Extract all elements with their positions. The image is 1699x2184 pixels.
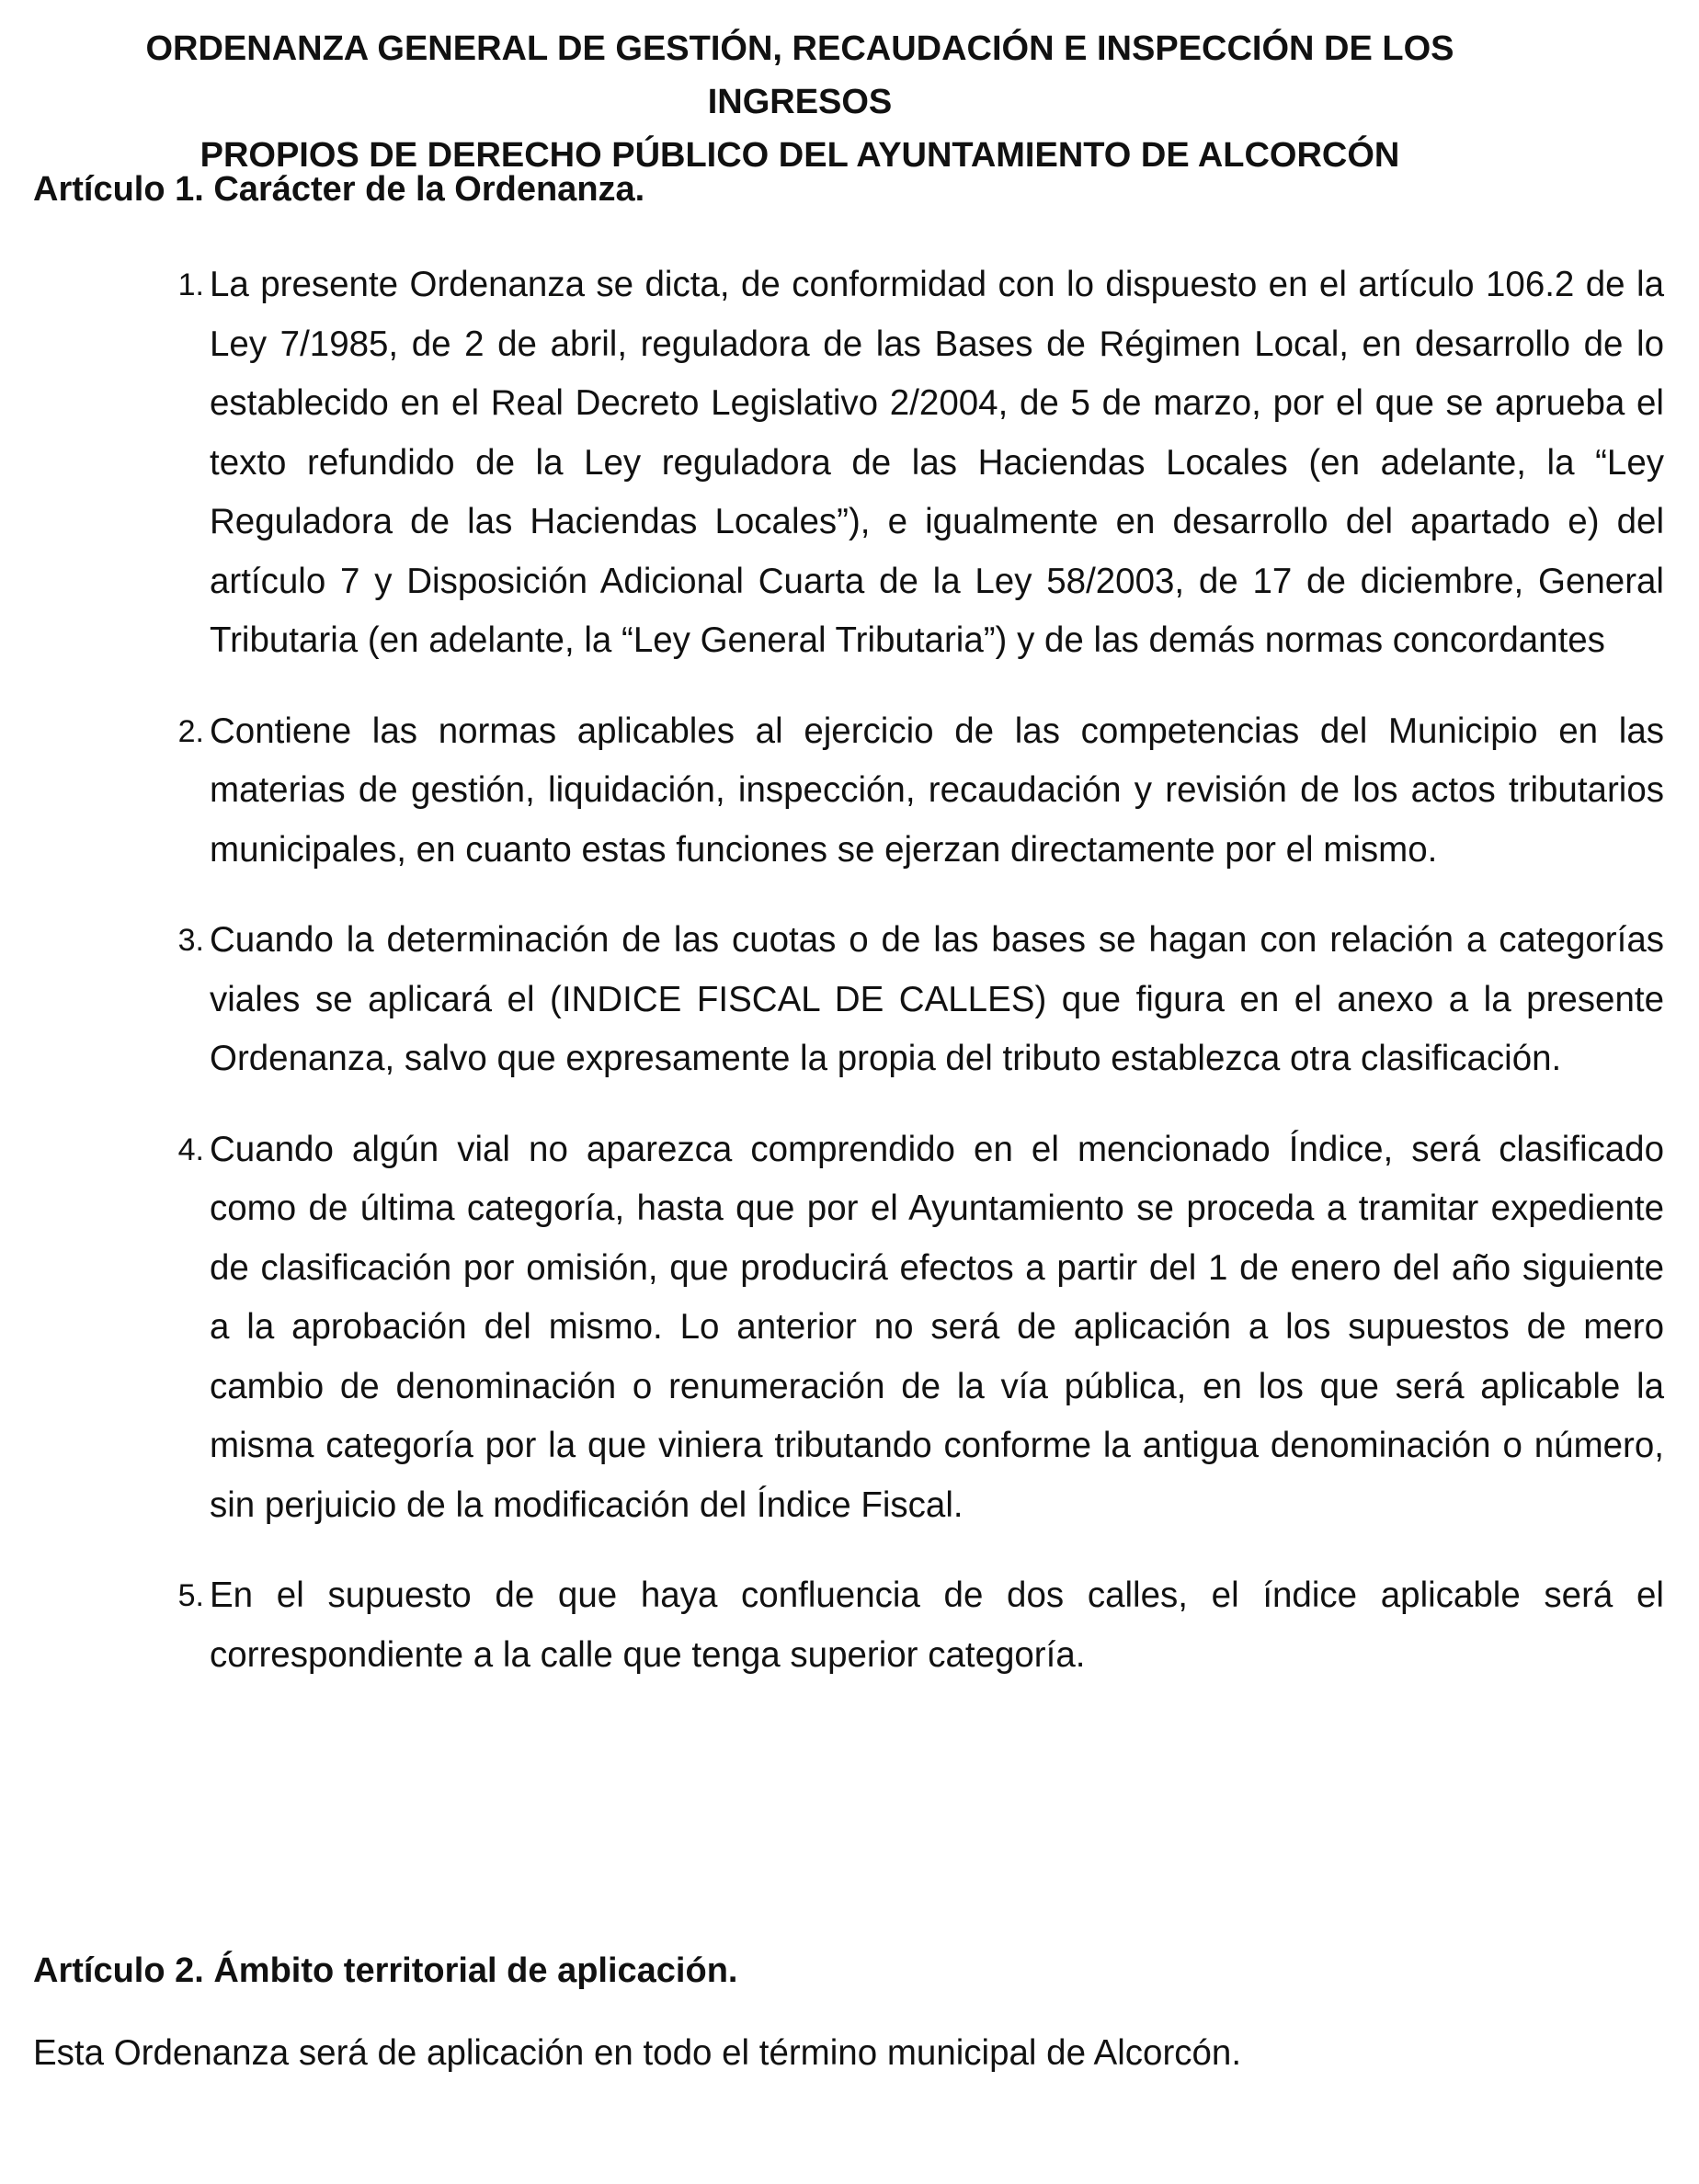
clause-item	[177, 1566, 1664, 1685]
clause-item	[177, 1120, 1664, 1536]
document-title-line-2: PROPIOS DE DERECHO PÚBLICO DEL AYUNTAMIENTO DE ALCORCÓN	[200, 136, 1400, 175]
clause-number: 3.	[177, 923, 204, 958]
article-2-heading: Artículo 2. Ámbito territorial de aplicación.	[33, 1951, 738, 1990]
clause-item	[177, 702, 1664, 881]
clause-item	[177, 256, 1664, 671]
clause-number: 4.	[177, 1132, 204, 1167]
clause-text: Contiene las normas aplicables al ejercicio de las competencias del Municipio en las materias de gestión, liquidación, inspección, recaudación y revisión de los actos tributarios municipales, en cuanto estas funciones se ejerzan directamente por el mismo.	[210, 711, 1664, 870]
document-title-line-1: ORDENANZA GENERAL DE GESTIÓN, RECAUDACIÓN E INSPECCIÓN DE LOS INGRESOS	[145, 29, 1454, 121]
clause-item	[177, 911, 1664, 1089]
article-2-body: Esta Ordenanza será de aplicación en todo el término municipal de Alcorcón.	[33, 2033, 1242, 2073]
clause-number: 2.	[177, 713, 204, 749]
article-1-clause-list	[177, 256, 1664, 1716]
article-1-heading: Artículo 1. Carácter de la Ordenanza.	[33, 170, 645, 209]
clause-text: La presente Ordenanza se dicta, de conformidad con lo dispuesto en el artículo 106.2 de la Ley 7/1985, de 2 de abril, reguladora de las Bases de Régimen Local, en desarrollo de lo establecido en el Real Decreto Legislativo 2/2004, de 5 de marzo, por el que se aprueba el texto refundido de la Ley reguladora de las Haciendas Locales (en adelante, la “Ley Reguladora de las Haciendas Locales”), e igualmente en desarrollo del apartado e) del artículo 7 y Disposición Adicional Cuarta de la Ley 58/2003, de 17 de diciembre, General Tributaria (en adelante, la “Ley General Tributaria”) y de las demás normas concordantes	[210, 265, 1664, 660]
clause-number: 5.	[177, 1578, 204, 1613]
clause-number: 1.	[177, 267, 204, 302]
clause-text: Cuando algún vial no aparezca comprendido en el mencionado Índice, será clasificado como de última categoría, hasta que por el Ayuntamiento se proceda a tramitar expediente de clasificación por omisión, que producirá efectos a partir del 1 de enero del año siguiente a la aprobación del mismo. Lo anterior no será de aplicación a los supuestos de mero cambio de denominación o renumeración de la vía pública, en los que será aplicable la misma categoría por la que viniera tributando conforme la antigua denominación o número, sin perjuicio de la modificación del Índice Fiscal.	[210, 1129, 1664, 1525]
clause-text: En el supuesto de que haya confluencia de dos calles, el índice aplicable será el correspondiente a la calle que tenga superior categoría.	[210, 1575, 1664, 1675]
clause-text: Cuando la determinación de las cuotas o de las bases se hagan con relación a categorías viales se aplicará el (INDICE FISCAL DE CALLES) que figura en el anexo a la presente Ordenanza, salvo que expresamente la propia del tributo establezca otra clasificación.	[210, 920, 1664, 1078]
document-title	[55, 22, 1545, 182]
